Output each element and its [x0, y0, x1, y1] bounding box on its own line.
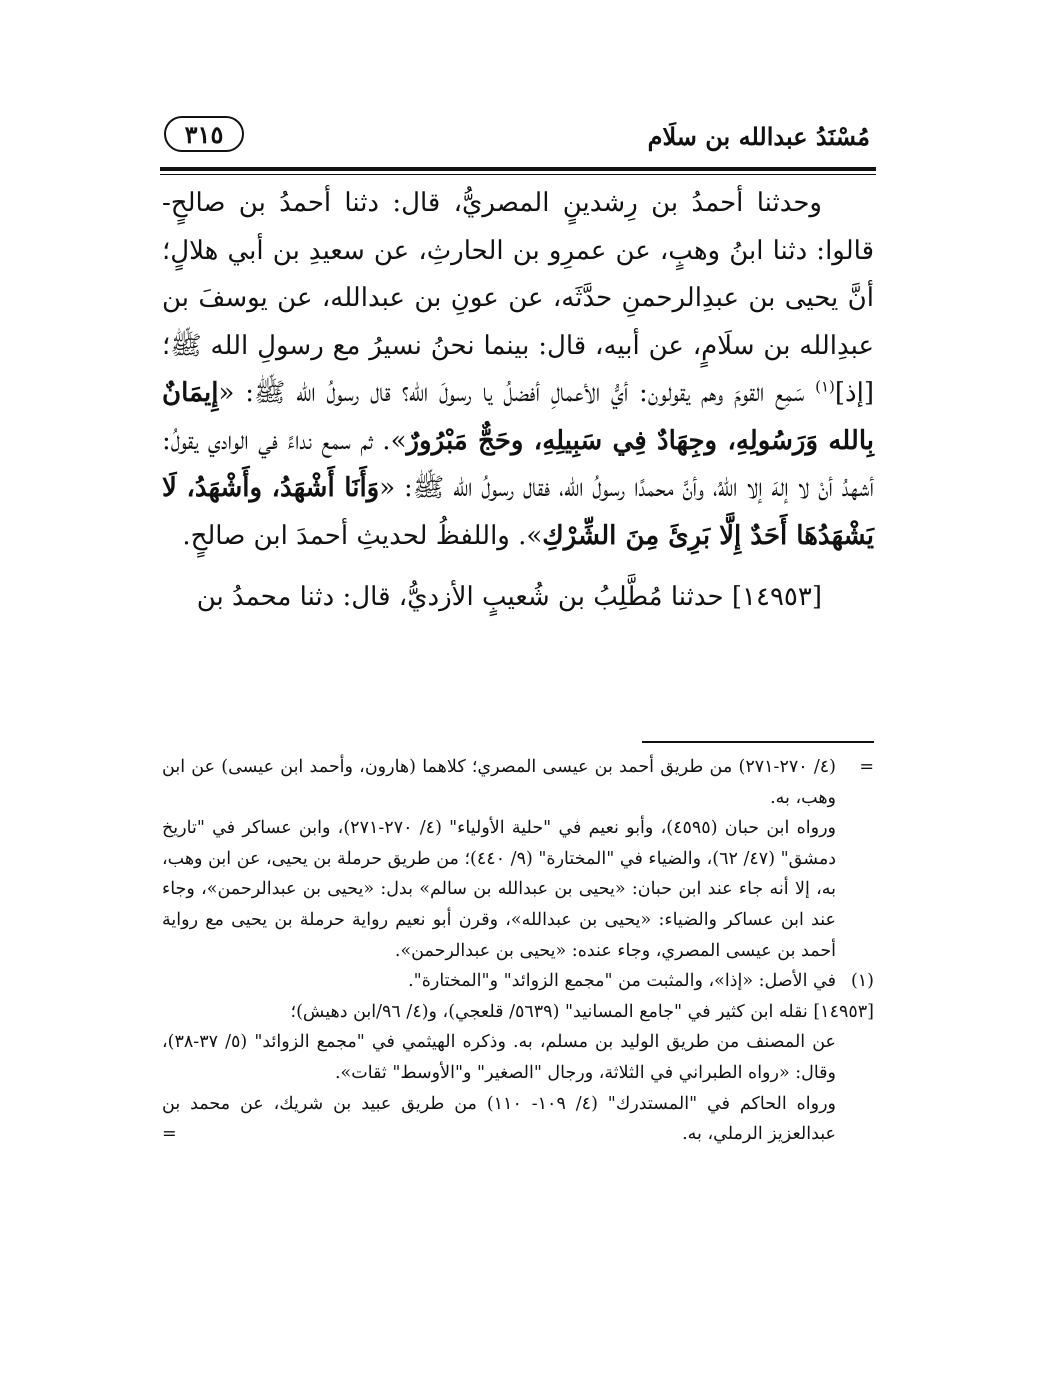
paragraph-hadith-14952 [162, 180, 874, 560]
para1-text-3: ». ثم سمع نداءً في الوادي يقولُ: أشهدُ أنْ لا إلهَ إلا اللهُ، وأنَّ محمدًا رسولُ الله، فقال رسولُ الله ﷺ: « [162, 425, 874, 503]
page-number-badge [164, 116, 244, 152]
footnote-1 [162, 966, 874, 997]
footnote-separator [642, 741, 874, 743]
footnote-14953-label: [١٤٩٥٣] [813, 1001, 874, 1022]
footnote-14953 [162, 997, 874, 1089]
hadith-quote-2: وَأَنَا أَشْهَدُ، وأَشْهَدُ، لَا يَشْهَدُهَا أَحَدٌ إِلَّا بَرِئَ مِنَ الشِّرْكِ [162, 473, 874, 551]
continuation-marker: = [859, 757, 874, 777]
header-rule-thick [160, 167, 876, 171]
page-header [160, 112, 876, 168]
footnote-14953-text-rest: عن المصنف من طريق الوليد بن مسلم، به. وذكره الهيثمي في "مجمع الزوائد" (٥/ ٣٧-٣٨)، وقال: «رواه الطبراني في الثلاثة، ورجال "الصغير" و"الأوسط" ثقات». [162, 1032, 836, 1083]
continuation-end-marker: = [162, 1124, 177, 1145]
main-text [162, 180, 874, 622]
footnote-continued-text-2: ورواه ابن حبان (٤٥٩٥)، وأبو نعيم في "حلية الأولياء" (٤/ ٢٧٠-٢٧١)، وابن عساكر في "تاريخ دمشق" (٤٧/ ٦٢)، والضياء في "المختارة" (٩/ ٤٤٠)؛ من طريق حرملة بن يحيى، عن ابن وهب، به، إلا أنه جاء عند ابن حبان: «يحيى بن عبدالله بن سالم» بدل: «يحيى بن عبدالرحمن»، وجاء عند ابن عساكر والضياء: «يحيى بن عبدالله»، وقرن أبو نعيم رواية حرملة بن يحيى مع رواية أحمد بن عيسى المصري، وجاء عنده: «يحيى بن عبدالرحمن». [162, 818, 837, 961]
footnote-14953-continued [162, 1089, 874, 1150]
footnote-continued [162, 752, 874, 813]
paragraph-hadith-14953: [١٤٩٥٣] حدثنا مُطَّلِبُ بن شُعيبٍ الأزديُّ، قال: دثنا محمدُ بن [196, 582, 822, 612]
running-title: مُسْنَدُ عبدالله بن سلَام [647, 122, 870, 151]
hadith-quote-1: إِيمَانٌ بِالله وَرَسُولِهِ، وجِهَادٌ فِي سَبِيلِهِ، وحَجٌّ مَبْرُورٌ [162, 378, 874, 456]
page-number: ٣١٥ [184, 119, 224, 149]
footnote-1-text: في الأصل: «إذا»، والمثبت من "مجمع الزوائد" و"المختارة". [408, 971, 836, 992]
para1-text-4: ». واللفظُ لحديثِ أحمدَ ابن صالحٍ. [182, 520, 543, 551]
footnote-ref-1: (١) [815, 377, 835, 396]
footnote-continued-text: (٤/ ٢٧٠-٢٧١) من طريق أحمد بن عيسى المصري؛ كلاهما (هارون، وأحمد ابن عيسى) عن ابن وهب، به. [162, 757, 836, 808]
footnotes [162, 752, 874, 1150]
para1-text-2: سَمِع القومَ وهم يقولون: أيُّ الأعمالِ أفضلُ يا رسولَ الله؟ قال رسولُ الله ﷺ: « [218, 378, 816, 408]
footnote-14953-text-3: ورواه الحاكم في "المستدرك" (٤/ ١٠٩- ١١٠) من طريق عبيد بن شريك، عن محمد بن عبدالعزيز الرملي، به. [162, 1093, 836, 1145]
footnote-1-marker: (١) [850, 971, 874, 992]
header-rule-thin [160, 174, 876, 175]
para1-text-1: وحدثنا أحمدُ بن رِشدينٍ المصريُّ، قال: دثنا أحمدُ بن صالحٍ- قالوا: دثنا ابنُ وهبٍ، عن عمرِو بن الحارثِ، عن سعيدِ بن أبي هلالٍ؛ أنَّ يحيى بن عبدِالرحمنِ حدَّثَه، عن عونِ بن عبدالله، عن يوسفَ بن عبدِالله بن سلَامٍ، عن أبيه، قال: بينما نحنُ نسيرُ مع رسولِ الله ﷺ؛ [إذ] [162, 188, 874, 408]
footnote-14953-text-first: نقله ابن كثير في "جامع المسانيد" (٥٦٣٩/ قلعجي)، و(٤/ ٩٦/ابن دهيش)؛ [290, 1001, 814, 1022]
